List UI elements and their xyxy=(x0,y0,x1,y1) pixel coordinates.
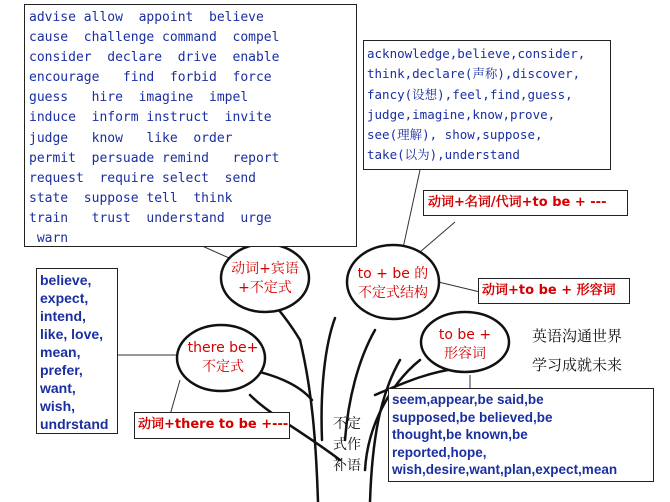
bottom-right-verbs-box xyxy=(388,388,654,482)
verbs-line: state suppose tell think xyxy=(29,190,233,206)
oval-there-be-text: there be+ 不定式 xyxy=(187,340,259,375)
label-verb-there-to-be: 动词+there to be +--- xyxy=(134,412,290,439)
right-verbs-line: acknowledge,believe,consider, xyxy=(367,46,586,61)
label-verb-noun-to-be: 动词+名词/代词+to be + --- xyxy=(423,190,628,216)
verbs-line: encourage find forbid force xyxy=(29,70,272,86)
verbs-line: induce inform instruct invite xyxy=(29,110,272,126)
left-verbs-line: undrstand xyxy=(40,416,109,432)
slogan: 英语沟通世界 学习成就未来 xyxy=(532,327,623,374)
right-verbs-line: fancy(设想),feel,find,guess, xyxy=(367,86,573,102)
left-verbs-line: want, xyxy=(40,380,76,396)
bottom-verbs-line: reported,hope, xyxy=(392,444,487,460)
bottom-verbs-line: thought,be known,be xyxy=(392,427,528,443)
left-verbs-line: wish, xyxy=(40,398,76,414)
left-verbs-line: like, love, xyxy=(40,326,104,342)
verbs-line: consider declare drive enable xyxy=(29,50,280,66)
right-verbs-line: take(以为),understand xyxy=(367,147,520,163)
bottom-verbs-line: supposed,be believed,be xyxy=(392,409,553,425)
right-verbs-line: judge,imagine,know,prove, xyxy=(367,106,556,122)
left-verbs-line: expect, xyxy=(40,290,89,306)
verbs-line: advise allow appoint believe xyxy=(29,10,264,25)
verbs-line: warn xyxy=(29,231,69,247)
oval-to-be-adj-text: to be + 形容词 xyxy=(438,327,492,362)
oval-to-be-structure-text: to + be 的 不定式结构 xyxy=(357,266,429,301)
verbs-box xyxy=(24,4,357,247)
right-verbs-line: think,declare(声称),discover, xyxy=(367,66,581,82)
verbs-line: judge know like order xyxy=(29,130,233,146)
left-verbs-line: believe, xyxy=(40,272,92,288)
oval-verb-object-text: 动词+宾语 +不定式 xyxy=(231,261,299,296)
label-verb-to-be-adj: 动词+to be + 形容词 xyxy=(478,278,630,304)
trunk-label: 不定 式作 补语 xyxy=(333,416,361,474)
left-verbs-line: intend, xyxy=(40,308,86,324)
left-verbs-line: mean, xyxy=(40,344,81,360)
left-verbs-line: prefer, xyxy=(40,362,83,378)
bottom-verbs-line: wish,desire,want,plan,expect,mean xyxy=(392,462,618,478)
right-verbs-box xyxy=(363,40,611,170)
verbs-line: request require select send xyxy=(29,170,256,186)
verbs-line: permit persuade remind report xyxy=(29,150,280,166)
right-verbs-line: see(理解), show,suppose, xyxy=(367,127,543,143)
verbs-line: train trust understand urge xyxy=(29,210,272,226)
verbs-line: cause challenge command compel xyxy=(29,30,280,46)
verbs-line: guess hire imagine impel xyxy=(29,90,249,106)
left-verbs-box xyxy=(36,268,118,434)
connector-noun-label xyxy=(420,222,455,252)
connector-there-label xyxy=(170,380,180,415)
trunk-left-edge xyxy=(300,340,318,502)
bottom-verbs-line: seem,appear,be said,be xyxy=(392,392,544,407)
